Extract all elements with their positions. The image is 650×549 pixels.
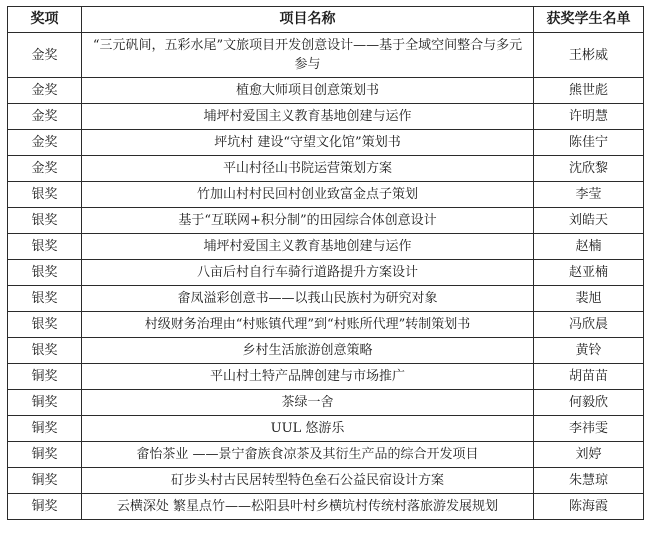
award-cell: 铜奖 <box>8 442 82 468</box>
column-header-award: 奖项 <box>8 7 82 33</box>
table-row <box>8 494 644 520</box>
column-header-project: 项目名称 <box>82 7 534 33</box>
project-cell: UUL 悠游乐 <box>82 416 534 442</box>
award-cell: 银奖 <box>8 182 82 208</box>
table-row <box>8 234 644 260</box>
table-row <box>8 468 644 494</box>
project-cell: 基于“互联网+积分制”的田园综合体创意设计 <box>82 208 534 234</box>
award-cell: 铜奖 <box>8 364 82 390</box>
project-cell: 茶绿一舍 <box>82 390 534 416</box>
table-row <box>8 208 644 234</box>
award-cell: 金奖 <box>8 130 82 156</box>
project-cell: 八亩后村自行车骑行道路提升方案设计 <box>82 260 534 286</box>
student-cell: 刘皓天 <box>534 208 644 234</box>
column-header-students: 获奖学生名单 <box>534 7 644 33</box>
award-cell: 铜奖 <box>8 468 82 494</box>
student-cell: 赵亚楠 <box>534 260 644 286</box>
project-cell: 云横深处 繁星点竹——松阳县叶村乡横坑村传统村落旅游发展规划 <box>82 494 534 520</box>
project-cell: 畲凤溢彩创意书——以莪山民族村为研究对象 <box>82 286 534 312</box>
student-cell: 赵楠 <box>534 234 644 260</box>
table-row <box>8 312 644 338</box>
award-cell: 金奖 <box>8 33 82 78</box>
project-cell: “三元矾间，五彩水尾”文旅项目开发创意设计——基于全域空间整合与多元参与 <box>82 33 534 78</box>
student-cell: 朱慧琼 <box>534 468 644 494</box>
student-cell: 李祎雯 <box>534 416 644 442</box>
student-cell: 熊世彪 <box>534 78 644 104</box>
award-cell: 金奖 <box>8 156 82 182</box>
project-cell: 埔坪村爱国主义教育基地创建与运作 <box>82 234 534 260</box>
student-cell: 王彬威 <box>534 33 644 78</box>
award-cell: 银奖 <box>8 208 82 234</box>
table-row <box>8 156 644 182</box>
table-row <box>8 130 644 156</box>
table-row <box>8 442 644 468</box>
student-cell: 黄铃 <box>534 338 644 364</box>
header-row <box>8 7 644 33</box>
award-cell: 金奖 <box>8 104 82 130</box>
table-row <box>8 33 644 78</box>
project-cell: 乡村生活旅游创意策略 <box>82 338 534 364</box>
table-row <box>8 338 644 364</box>
table-row <box>8 260 644 286</box>
award-cell: 银奖 <box>8 234 82 260</box>
student-cell: 许明慧 <box>534 104 644 130</box>
project-cell: 畲怡茶业 ——景宁畲族食凉茶及其衍生产品的综合开发项目 <box>82 442 534 468</box>
award-cell: 铜奖 <box>8 390 82 416</box>
table-row <box>8 416 644 442</box>
project-cell: 竹加山村村民回村创业致富金点子策划 <box>82 182 534 208</box>
project-cell: 植愈大师项目创意策划书 <box>82 78 534 104</box>
award-cell: 金奖 <box>8 78 82 104</box>
award-cell: 铜奖 <box>8 494 82 520</box>
table-row <box>8 364 644 390</box>
table-body <box>8 33 644 520</box>
table-row <box>8 390 644 416</box>
table-row <box>8 78 644 104</box>
award-cell: 银奖 <box>8 260 82 286</box>
project-cell: 平山村土特产品牌创建与市场推广 <box>82 364 534 390</box>
student-cell: 陈海霞 <box>534 494 644 520</box>
student-cell: 陈佳宁 <box>534 130 644 156</box>
project-cell: 平山村径山书院运营策划方案 <box>82 156 534 182</box>
project-cell: 村级财务治理由“村账镇代理”到“村账所代理”转制策划书 <box>82 312 534 338</box>
project-cell: 埔坪村爱国主义教育基地创建与运作 <box>82 104 534 130</box>
award-cell: 银奖 <box>8 338 82 364</box>
student-cell: 胡苗苗 <box>534 364 644 390</box>
student-cell: 李莹 <box>534 182 644 208</box>
table-row <box>8 182 644 208</box>
award-cell: 银奖 <box>8 286 82 312</box>
award-cell: 铜奖 <box>8 416 82 442</box>
student-cell: 冯欣晨 <box>534 312 644 338</box>
student-cell: 沈欣黎 <box>534 156 644 182</box>
table-row <box>8 286 644 312</box>
awards-table <box>7 6 644 520</box>
table-row <box>8 104 644 130</box>
project-cell: 坪坑村 建设“守望文化馆”策划书 <box>82 130 534 156</box>
project-cell: 矴步头村古民居转型特色垒石公益民宿设计方案 <box>82 468 534 494</box>
student-cell: 刘婷 <box>534 442 644 468</box>
student-cell: 何毅欣 <box>534 390 644 416</box>
student-cell: 裴旭 <box>534 286 644 312</box>
award-cell: 银奖 <box>8 312 82 338</box>
